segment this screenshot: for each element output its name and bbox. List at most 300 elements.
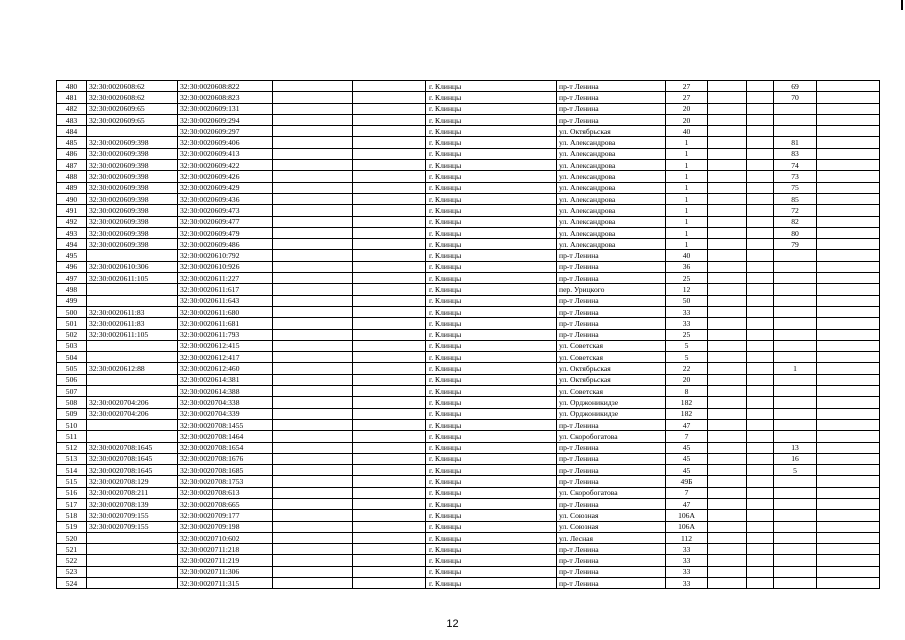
empty-cell [353, 521, 426, 532]
city-cell: г. Клинцы [426, 273, 557, 284]
parent-cadastral-number: 32:30:0020609:398 [87, 227, 178, 238]
empty-cell [747, 114, 774, 125]
house-cell: 33 [666, 566, 708, 577]
empty-cell [353, 148, 426, 159]
empty-cell [708, 555, 747, 566]
empty-cell [273, 148, 353, 159]
row-number: 513 [57, 453, 87, 464]
parent-cadastral-number: 32:30:0020609:398 [87, 182, 178, 193]
apartment-cell [774, 114, 817, 125]
cadastral-number: 32:30:0020708:1685 [178, 465, 273, 476]
street-cell: ул. Александрова [557, 137, 666, 148]
empty-cell [353, 92, 426, 103]
house-cell: 1 [666, 160, 708, 171]
row-number: 503 [57, 340, 87, 351]
parent-cadastral-number [87, 566, 178, 577]
city-cell: г. Клинцы [426, 408, 557, 419]
street-cell: ул. Советская [557, 352, 666, 363]
table-row [57, 476, 880, 487]
parent-cadastral-number: 32:30:0020708:1645 [87, 442, 178, 453]
cadastral-number: 32:30:0020704:339 [178, 408, 273, 419]
table-row [57, 487, 880, 498]
table-row [57, 329, 880, 340]
row-number: 484 [57, 126, 87, 137]
apartment-cell [774, 532, 817, 543]
empty-cell [273, 126, 353, 137]
empty-cell [817, 205, 880, 216]
city-cell: г. Клинцы [426, 137, 557, 148]
cadastral-number: 32:30:0020609:486 [178, 239, 273, 250]
row-number: 493 [57, 227, 87, 238]
cadastral-number: 32:30:0020612:417 [178, 352, 273, 363]
row-number: 514 [57, 465, 87, 476]
empty-cell [817, 374, 880, 385]
table-row [57, 137, 880, 148]
cadastral-number: 32:30:0020609:429 [178, 182, 273, 193]
empty-cell [747, 386, 774, 397]
city-cell: г. Клинцы [426, 442, 557, 453]
cadastral-number: 32:30:0020609:436 [178, 193, 273, 204]
house-cell: 8 [666, 386, 708, 397]
apartment-cell: 81 [774, 137, 817, 148]
city-cell: г. Клинцы [426, 352, 557, 363]
empty-cell [708, 92, 747, 103]
row-number: 494 [57, 239, 87, 250]
apartment-cell [774, 273, 817, 284]
cadastral-number: 32:30:0020711:306 [178, 566, 273, 577]
empty-cell [273, 261, 353, 272]
empty-cell [353, 182, 426, 193]
empty-cell [273, 566, 353, 577]
empty-cell [353, 532, 426, 543]
empty-cell [747, 521, 774, 532]
empty-cell [747, 578, 774, 589]
empty-cell [353, 498, 426, 509]
row-number: 506 [57, 374, 87, 385]
empty-cell [817, 171, 880, 182]
empty-cell [747, 408, 774, 419]
apartment-cell: 70 [774, 92, 817, 103]
empty-cell [273, 487, 353, 498]
row-number: 486 [57, 148, 87, 159]
cadastral-number: 32:30:0020612:460 [178, 363, 273, 374]
city-cell: г. Клинцы [426, 306, 557, 317]
cadastral-number: 32:30:0020611:681 [178, 318, 273, 329]
house-cell: 49Б [666, 476, 708, 487]
empty-cell [353, 205, 426, 216]
apartment-cell: 80 [774, 227, 817, 238]
street-cell: ул. Октябрьская [557, 126, 666, 137]
house-cell: 1 [666, 205, 708, 216]
house-cell: 33 [666, 578, 708, 589]
empty-cell [817, 239, 880, 250]
empty-cell [747, 374, 774, 385]
apartment-cell [774, 487, 817, 498]
empty-cell [747, 442, 774, 453]
cadastral-number: 32:30:0020711:218 [178, 544, 273, 555]
row-number: 520 [57, 532, 87, 543]
empty-cell [817, 442, 880, 453]
parent-cadastral-number [87, 126, 178, 137]
empty-cell [708, 532, 747, 543]
empty-cell [273, 363, 353, 374]
empty-cell [273, 419, 353, 430]
empty-cell [708, 205, 747, 216]
cadastral-number: 32:30:0020710:602 [178, 532, 273, 543]
empty-cell [273, 171, 353, 182]
city-cell: г. Клинцы [426, 318, 557, 329]
empty-cell [747, 363, 774, 374]
apartment-cell [774, 250, 817, 261]
empty-cell [353, 465, 426, 476]
cadastral-number: 32:30:0020611:617 [178, 284, 273, 295]
empty-cell [708, 442, 747, 453]
house-cell: 20 [666, 374, 708, 385]
street-cell: ул. Александрова [557, 148, 666, 159]
table-row [57, 126, 880, 137]
cadastral-number: 32:30:0020709:198 [178, 521, 273, 532]
row-number: 485 [57, 137, 87, 148]
cadastral-number: 32:30:0020609:422 [178, 160, 273, 171]
empty-cell [353, 137, 426, 148]
empty-cell [817, 510, 880, 521]
empty-cell [817, 148, 880, 159]
apartment-cell: 74 [774, 160, 817, 171]
city-cell: г. Клинцы [426, 397, 557, 408]
empty-cell [817, 521, 880, 532]
empty-cell [353, 250, 426, 261]
table-row [57, 408, 880, 419]
empty-cell [353, 578, 426, 589]
house-cell: 50 [666, 295, 708, 306]
empty-cell [817, 193, 880, 204]
empty-cell [708, 408, 747, 419]
empty-cell [273, 193, 353, 204]
empty-cell [817, 306, 880, 317]
street-cell: пр-т Ленина [557, 453, 666, 464]
empty-cell [747, 498, 774, 509]
empty-cell [747, 182, 774, 193]
empty-cell [353, 419, 426, 430]
empty-cell [353, 352, 426, 363]
cadastral-number: 32:30:0020709:177 [178, 510, 273, 521]
row-number: 489 [57, 182, 87, 193]
house-cell: 22 [666, 363, 708, 374]
empty-cell [273, 544, 353, 555]
table-row [57, 374, 880, 385]
row-number: 512 [57, 442, 87, 453]
street-cell: пр-т Ленина [557, 261, 666, 272]
row-number: 507 [57, 386, 87, 397]
cadastral-number: 32:30:0020708:1455 [178, 419, 273, 430]
empty-cell [817, 566, 880, 577]
street-cell: ул. Скоробогатова [557, 487, 666, 498]
empty-cell [273, 273, 353, 284]
street-cell: пр-т Ленина [557, 498, 666, 509]
house-cell: 1 [666, 193, 708, 204]
row-number: 517 [57, 498, 87, 509]
city-cell: г. Клинцы [426, 205, 557, 216]
row-number: 490 [57, 193, 87, 204]
house-cell: 7 [666, 431, 708, 442]
table-row [57, 160, 880, 171]
cadastral-number: 32:30:0020611:793 [178, 329, 273, 340]
empty-cell [747, 273, 774, 284]
row-number: 509 [57, 408, 87, 419]
apartment-cell [774, 419, 817, 430]
empty-cell [708, 182, 747, 193]
street-cell: пер. Урицкого [557, 284, 666, 295]
table-row [57, 261, 880, 272]
empty-cell [817, 103, 880, 114]
house-cell: 40 [666, 250, 708, 261]
apartment-cell [774, 476, 817, 487]
city-cell: г. Клинцы [426, 566, 557, 577]
apartment-cell: 75 [774, 182, 817, 193]
edge-mark [901, 0, 903, 10]
house-cell: 47 [666, 419, 708, 430]
street-cell: пр-т Ленина [557, 92, 666, 103]
parent-cadastral-number: 32:30:0020708:1645 [87, 465, 178, 476]
row-number: 521 [57, 544, 87, 555]
empty-cell [273, 329, 353, 340]
row-number: 504 [57, 352, 87, 363]
empty-cell [747, 340, 774, 351]
apartment-cell: 83 [774, 148, 817, 159]
house-cell: 1 [666, 239, 708, 250]
empty-cell [273, 352, 353, 363]
row-number: 516 [57, 487, 87, 498]
table-row [57, 442, 880, 453]
empty-cell [273, 306, 353, 317]
house-cell: 106А [666, 521, 708, 532]
parent-cadastral-number [87, 386, 178, 397]
row-number: 481 [57, 92, 87, 103]
apartment-cell [774, 510, 817, 521]
table-row [57, 521, 880, 532]
empty-cell [747, 566, 774, 577]
empty-cell [747, 103, 774, 114]
cadastral-number: 32:30:0020704:338 [178, 397, 273, 408]
empty-cell [747, 476, 774, 487]
house-cell: 1 [666, 216, 708, 227]
empty-cell [747, 352, 774, 363]
parent-cadastral-number: 32:30:0020609:65 [87, 103, 178, 114]
empty-cell [817, 431, 880, 442]
city-cell: г. Клинцы [426, 453, 557, 464]
table-row [57, 419, 880, 430]
empty-cell [708, 352, 747, 363]
cadastral-number: 32:30:0020708:613 [178, 487, 273, 498]
empty-cell [353, 193, 426, 204]
empty-cell [353, 431, 426, 442]
cadastral-number: 32:30:0020608:823 [178, 92, 273, 103]
table-row [57, 352, 880, 363]
empty-cell [273, 476, 353, 487]
empty-cell [273, 578, 353, 589]
parent-cadastral-number: 32:30:0020709:155 [87, 521, 178, 532]
house-cell: 106А [666, 510, 708, 521]
city-cell: г. Клинцы [426, 374, 557, 385]
parent-cadastral-number: 32:30:0020708:139 [87, 498, 178, 509]
house-cell: 33 [666, 306, 708, 317]
empty-cell [747, 306, 774, 317]
cadastral-number: 32:30:0020708:1676 [178, 453, 273, 464]
cadastral-number: 32:30:0020610:792 [178, 250, 273, 261]
cadastral-number: 32:30:0020609:473 [178, 205, 273, 216]
street-cell: пр-т Ленина [557, 318, 666, 329]
parent-cadastral-number: 32:30:0020609:398 [87, 148, 178, 159]
empty-cell [747, 532, 774, 543]
parent-cadastral-number: 32:30:0020609:398 [87, 137, 178, 148]
cadastral-number: 32:30:0020609:477 [178, 216, 273, 227]
city-cell: г. Клинцы [426, 521, 557, 532]
empty-cell [353, 81, 426, 92]
street-cell: ул. Александрова [557, 216, 666, 227]
apartment-cell: 13 [774, 442, 817, 453]
street-cell: ул. Союзная [557, 510, 666, 521]
cadastral-number: 32:30:0020609:479 [178, 227, 273, 238]
empty-cell [708, 498, 747, 509]
empty-cell [353, 227, 426, 238]
empty-cell [817, 216, 880, 227]
parent-cadastral-number [87, 532, 178, 543]
house-cell: 1 [666, 171, 708, 182]
empty-cell [708, 374, 747, 385]
empty-cell [817, 295, 880, 306]
parent-cadastral-number [87, 284, 178, 295]
empty-cell [747, 148, 774, 159]
row-number: 482 [57, 103, 87, 114]
empty-cell [708, 171, 747, 182]
city-cell: г. Клинцы [426, 498, 557, 509]
empty-cell [747, 487, 774, 498]
empty-cell [817, 81, 880, 92]
table-row [57, 318, 880, 329]
parent-cadastral-number [87, 250, 178, 261]
house-cell: 20 [666, 103, 708, 114]
empty-cell [273, 160, 353, 171]
city-cell: г. Клинцы [426, 284, 557, 295]
city-cell: г. Клинцы [426, 476, 557, 487]
city-cell: г. Клинцы [426, 419, 557, 430]
street-cell: ул. Скоробогатова [557, 431, 666, 442]
city-cell: г. Клинцы [426, 431, 557, 442]
empty-cell [353, 566, 426, 577]
row-number: 501 [57, 318, 87, 329]
house-cell: 7 [666, 487, 708, 498]
street-cell: ул. Александрова [557, 227, 666, 238]
empty-cell [817, 532, 880, 543]
empty-cell [747, 126, 774, 137]
empty-cell [708, 386, 747, 397]
city-cell: г. Клинцы [426, 193, 557, 204]
house-cell: 20 [666, 114, 708, 125]
table-body [57, 81, 880, 589]
street-cell: ул. Октябрьская [557, 374, 666, 385]
city-cell: г. Клинцы [426, 103, 557, 114]
street-cell: ул. Александрова [557, 205, 666, 216]
row-number: 499 [57, 295, 87, 306]
apartment-cell [774, 431, 817, 442]
apartment-cell [774, 103, 817, 114]
apartment-cell [774, 397, 817, 408]
street-cell: пр-т Ленина [557, 476, 666, 487]
empty-cell [817, 114, 880, 125]
empty-cell [708, 306, 747, 317]
cadastral-number: 32:30:0020612:415 [178, 340, 273, 351]
empty-cell [747, 137, 774, 148]
empty-cell [273, 137, 353, 148]
street-cell: ул. Союзная [557, 521, 666, 532]
city-cell: г. Клинцы [426, 114, 557, 125]
city-cell: г. Клинцы [426, 81, 557, 92]
apartment-cell [774, 566, 817, 577]
street-cell: ул. Александрова [557, 239, 666, 250]
table-row [57, 227, 880, 238]
apartment-cell [774, 261, 817, 272]
street-cell: ул. Советская [557, 386, 666, 397]
house-cell: 33 [666, 555, 708, 566]
cadastral-number: 32:30:0020611:227 [178, 273, 273, 284]
house-cell: 45 [666, 465, 708, 476]
house-cell: 45 [666, 442, 708, 453]
city-cell: г. Клинцы [426, 555, 557, 566]
table-row [57, 182, 880, 193]
cadastral-number: 32:30:0020609:294 [178, 114, 273, 125]
city-cell: г. Клинцы [426, 544, 557, 555]
parent-cadastral-number: 32:30:0020708:211 [87, 487, 178, 498]
empty-cell [817, 555, 880, 566]
parent-cadastral-number: 32:30:0020609:398 [87, 193, 178, 204]
empty-cell [747, 453, 774, 464]
house-cell: 182 [666, 397, 708, 408]
table-row [57, 465, 880, 476]
cadastral-number: 32:30:0020614:381 [178, 374, 273, 385]
apartment-cell: 85 [774, 193, 817, 204]
empty-cell [273, 114, 353, 125]
parent-cadastral-number [87, 544, 178, 555]
cadastral-number: 32:30:0020609:297 [178, 126, 273, 137]
table-row [57, 114, 880, 125]
page-number: 12 [446, 618, 459, 630]
row-number: 480 [57, 81, 87, 92]
cadastral-number: 32:30:0020611:643 [178, 295, 273, 306]
cadastral-number: 32:30:0020609:131 [178, 103, 273, 114]
empty-cell [353, 216, 426, 227]
table-row [57, 273, 880, 284]
empty-cell [817, 126, 880, 137]
empty-cell [273, 374, 353, 385]
empty-cell [747, 92, 774, 103]
street-cell: пр-т Ленина [557, 544, 666, 555]
empty-cell [353, 386, 426, 397]
table-row [57, 295, 880, 306]
apartment-cell: 1 [774, 363, 817, 374]
house-cell: 27 [666, 81, 708, 92]
empty-cell [708, 114, 747, 125]
empty-cell [273, 555, 353, 566]
cadastral-number: 32:30:0020711:315 [178, 578, 273, 589]
empty-cell [273, 318, 353, 329]
parent-cadastral-number [87, 374, 178, 385]
empty-cell [708, 160, 747, 171]
empty-cell [273, 397, 353, 408]
apartment-cell [774, 340, 817, 351]
empty-cell [708, 81, 747, 92]
row-number: 522 [57, 555, 87, 566]
house-cell: 5 [666, 352, 708, 363]
